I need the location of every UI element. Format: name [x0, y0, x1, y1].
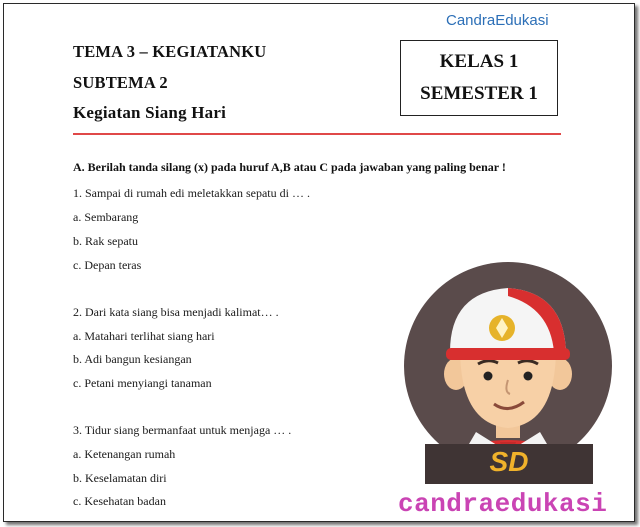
- option-2a: a. Matahari terlihat siang hari: [73, 329, 215, 343]
- tema-title: TEMA 3 – KEGIATANKU: [73, 42, 267, 61]
- semester-label: SEMESTER 1: [420, 83, 538, 104]
- instruction-text: A. Berilah tanda silang (x) pada huruf A,B atau C pada jawaban yang paling benar !: [73, 160, 506, 174]
- subtema-title: SUBTEMA 2: [73, 73, 168, 92]
- watermark-text: candraedukasi: [398, 489, 608, 519]
- option-2c: c. Petani menyiangi tanaman: [73, 376, 212, 390]
- header-divider: [73, 133, 561, 135]
- question-1: 1. Sampai di rumah edi meletakkan sepatu di … .: [73, 186, 310, 200]
- option-3c: c. Kesehatan badan: [73, 494, 166, 508]
- topic-title: Kegiatan Siang Hari: [73, 103, 227, 122]
- option-3a: a. Ketenangan rumah: [73, 447, 176, 461]
- option-2b: b. Adi bangun kesiangan: [73, 352, 192, 366]
- option-1b: b. Rak sepatu: [73, 234, 138, 248]
- question-2: 2. Dari kata siang bisa menjadi kalimat… .: [73, 305, 279, 319]
- question-3: 3. Tidur siang bermanfaat untuk menjaga … .: [73, 423, 292, 437]
- option-1a: a. Sembarang: [73, 210, 139, 224]
- option-3b: b. Keselamatan diri: [73, 471, 167, 485]
- sd-badge-label: SD: [489, 446, 529, 477]
- kelas-box: [400, 40, 558, 116]
- kelas-label: KELAS 1: [439, 51, 519, 72]
- brand-name: CandraEdukasi: [446, 12, 549, 29]
- option-1c: c. Depan teras: [73, 258, 142, 272]
